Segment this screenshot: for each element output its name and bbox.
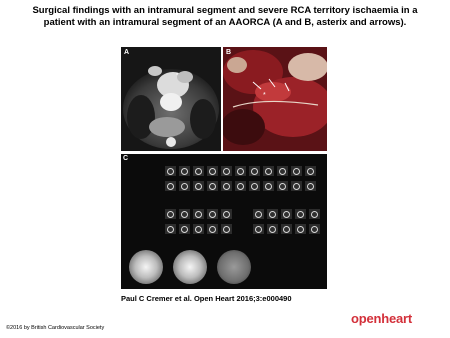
perfusion-slice [291, 166, 302, 176]
perfusion-slice [207, 209, 218, 219]
perfusion-slice [295, 209, 306, 219]
polar-map-rest [173, 250, 207, 284]
perfusion-slice [179, 224, 190, 234]
perfusion-slice [193, 224, 204, 234]
openheart-logo: openheart [351, 311, 413, 326]
copyright: ©2016 by British Cardiovascular Society [6, 325, 105, 331]
ct-scan-image [121, 47, 221, 151]
panel-b-label: B [226, 49, 232, 56]
perfusion-slice [309, 224, 320, 234]
perfusion-slice [281, 224, 292, 234]
polar-map-stress [129, 250, 163, 284]
perfusion-slice [305, 181, 316, 191]
perfusion-slice [193, 166, 204, 176]
perfusion-slice [235, 166, 246, 176]
perfusion-slice [221, 224, 232, 234]
perfusion-slice [165, 209, 176, 219]
surgical-photo-panel [223, 47, 327, 151]
perfusion-slice [179, 209, 190, 219]
perfusion-slice [309, 209, 320, 219]
perfusion-slice [165, 181, 176, 191]
slide-title: Surgical findings with an intramural segment and severe RCA territory ischaemia in a patient with an intramural segment of an AAORCA (A and B, asterix and arrows). [32, 5, 418, 28]
perfusion-slice [221, 181, 232, 191]
surgical-photo-image [223, 47, 327, 151]
perfusion-slice [263, 181, 274, 191]
perfusion-slice [267, 209, 278, 219]
panel-c-label: C [123, 155, 129, 162]
perfusion-slice [253, 224, 264, 234]
perfusion-slice [221, 166, 232, 176]
perfusion-slice [281, 209, 292, 219]
perfusion-slice [277, 166, 288, 176]
perfusion-slice [249, 181, 260, 191]
perfusion-slice [165, 224, 176, 234]
perfusion-slice [193, 181, 204, 191]
svg-text:*: * [263, 92, 266, 99]
perfusion-slice [207, 166, 218, 176]
perfusion-imaging-panel [121, 154, 327, 289]
perfusion-slice [179, 166, 190, 176]
perfusion-slice [263, 166, 274, 176]
perfusion-slice [193, 209, 204, 219]
perfusion-slice [207, 224, 218, 234]
perfusion-slice [295, 224, 306, 234]
perfusion-slice [277, 181, 288, 191]
citation: Paul C Cremer et al. Open Heart 2016;3:e000490 [121, 294, 292, 303]
perfusion-slice [291, 181, 302, 191]
perfusion-slice [165, 166, 176, 176]
perfusion-slice [267, 224, 278, 234]
panel-a-label: A [124, 49, 130, 56]
perfusion-slice [235, 181, 246, 191]
svg-text:*: * [176, 73, 179, 79]
perfusion-slice [249, 166, 260, 176]
polar-map-reversibility [217, 250, 251, 284]
perfusion-slice [221, 209, 232, 219]
perfusion-slice [207, 181, 218, 191]
ct-scan-panel [121, 47, 221, 151]
perfusion-slice [305, 166, 316, 176]
perfusion-slice [179, 181, 190, 191]
perfusion-slice [253, 209, 264, 219]
